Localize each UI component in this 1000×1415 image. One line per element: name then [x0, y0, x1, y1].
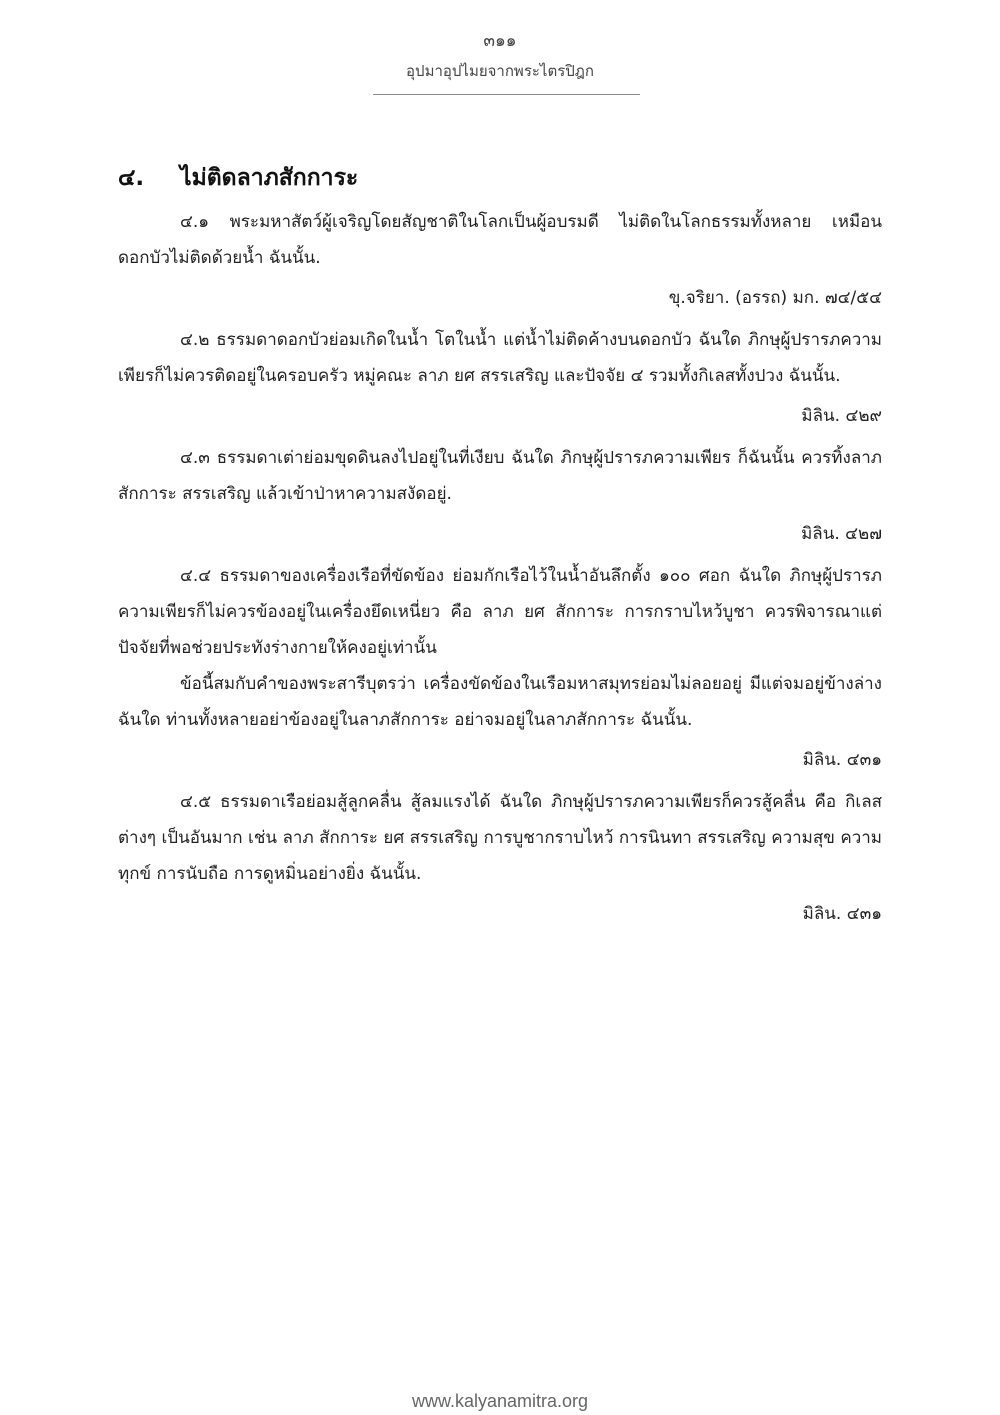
paragraph-4-4-continued: ข้อนี้สมกับคำของพระสารีบุตรว่า เครื่องขัดข้องในเรือมหาสมุทรย่อมไม่ลอยอยู่ มีแต่จมอยู่ข้างล่าง ฉันใด ท่านทั้งหลายอย่าข้องอยู่ในลาภสักการะ อย่าจมอยู่ในลาภสักการะ ฉันนั้น.: [118, 674, 882, 730]
paragraph-4-1: ๔.๑ พระมหาสัตว์ผู้เจริญโดยสัญชาติในโลกเป็นผู้อบรมดี ไม่ติดในโลกธรรมทั้งหลาย เหมือนดอกบัวไม่ติดด้วยน้ำ ฉันนั้น.: [118, 212, 882, 268]
reference-4-5: มิลิน. ๔๓๑: [802, 904, 882, 924]
section-title: ไม่ติดลาภสักการะ: [180, 165, 359, 191]
reference-4-4: มิลิน. ๔๓๑: [802, 750, 882, 770]
section-number: ๔.: [118, 165, 145, 191]
header-divider: [373, 94, 640, 95]
document-body: [118, 160, 882, 938]
paragraph-4-3: ๔.๓ ธรรมดาเต่าย่อมขุดดินลงไปอยู่ในที่เงียบ ฉันใด ภิกษุผู้ปรารภความเพียร ก็ฉันนั้น ควรทิ้งลาภสักการะ สรรเสริญ แล้วเข้าป่าหาความสงัดอยู่.: [118, 448, 882, 504]
page-number: ๓๑๑: [483, 31, 517, 51]
reference-4-3: มิลิน. ๔๒๗: [801, 524, 882, 544]
paragraph-4-5: ๔.๕ ธรรมดาเรือย่อมสู้ลูกคลื่น สู้ลมแรงได้ ฉันใด ภิกษุผู้ปรารภความเพียรก็ควรสู้คลื่น คือ กิเลสต่างๆ เป็นอันมาก เช่น ลาภ สักการะ ยศ สรรเสริญ การบูชากราบไหว้ การนินทา สรรเสริญ ความสุข ความทุกข์ การนับถือ การดูหมิ่นอย่างยิ่ง ฉันนั้น.: [118, 792, 882, 884]
reference-4-1: ขุ.จริยา. (อรรถ) มก. ๗๔/๕๔: [668, 288, 882, 308]
paragraph-4-2: ๔.๒ ธรรมดาดอกบัวย่อมเกิดในน้ำ โตในน้ำ แต่น้ำไม่ติดค้างบนดอกบัว ฉันใด ภิกษุผู้ปรารภความเพียรก็ไม่ควรติดอยู่ในครอบครัว หมู่คณะ ลาภ ยศ สรรเสริญ และปัจจัย ๔ รวมทั้งกิเลสทั้งปวง ฉันนั้น.: [118, 330, 882, 386]
section-heading: [118, 160, 882, 196]
book-title: อุปมาอุปไมยจากพระไตรปิฎก: [406, 62, 594, 80]
reference-4-2: มิลิน. ๔๒๙: [801, 406, 882, 426]
page-header: [0, 30, 1000, 82]
paragraph-4-4: ๔.๔ ธรรมดาของเครื่องเรือที่ขัดข้อง ย่อมกักเรือไว้ในน้ำอันลึกตั้ง ๑๐๐ ศอก ฉันใด ภิกษุผู้ปรารภความเพียรก็ไม่ควรข้องอยู่ในเครื่องยึดเหนี่ยว คือ ลาภ ยศ สักการะ การกราบไหว้บูชา ควรพิจารณาแต่ปัจจัยที่พอช่วยประทังร่างกายให้คงอยู่เท่านั้น: [118, 566, 882, 658]
footer-website: www.kalyanamitra.org: [411, 1391, 589, 1411]
